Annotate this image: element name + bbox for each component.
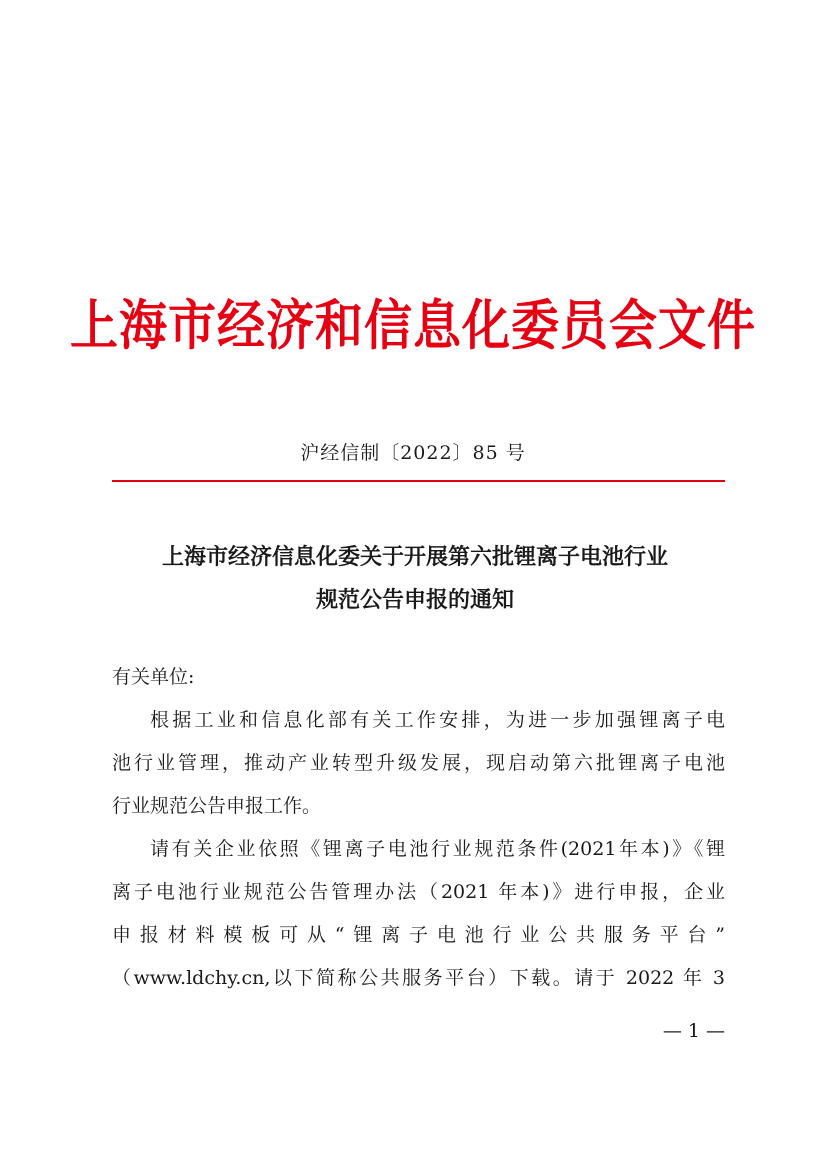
document-number: 沪经信制〔2022〕85 号 [300, 442, 526, 464]
notice-body [112, 656, 725, 1000]
paragraph-2-line-2: 离子电池行业规范公告管理办法（2021 年本)》进行申报，企业 [112, 881, 725, 903]
salutation: 有关单位: [112, 666, 195, 688]
notice-title [100, 536, 730, 622]
masthead-title: 上海市经济和信息化委员会文件 [69, 294, 756, 358]
paragraph-2-line-4: （www.ldchy.cn,以下简称公共服务平台）下载。请于 2022 年 3 [112, 967, 725, 989]
paragraph-2-line-3: 申报材料模板可从“锂离子电池行业公共服务平台” [112, 924, 725, 946]
paragraph-1-line-3: 行业规范公告申报工作。 [112, 795, 322, 817]
notice-title-line-2: 规范公告申报的通知 [315, 587, 514, 613]
red-separator-line [112, 480, 725, 482]
paragraph-1-line-2: 池行业管理，推动产业转型升级发展，现启动第六批锂离子电池 [112, 752, 725, 774]
page-number: — 1 — [662, 1020, 725, 1042]
paragraph-2-line-1: 请有关企业依照《锂离子电池行业规范条件(2021年本)》《锂 [150, 838, 725, 860]
paragraph-1-line-1: 根据工业和信息化部有关工作安排，为进一步加强锂离子电 [150, 709, 725, 731]
notice-title-line-1: 上海市经济信息化委关于开展第六批锂离子电池行业 [161, 544, 668, 570]
